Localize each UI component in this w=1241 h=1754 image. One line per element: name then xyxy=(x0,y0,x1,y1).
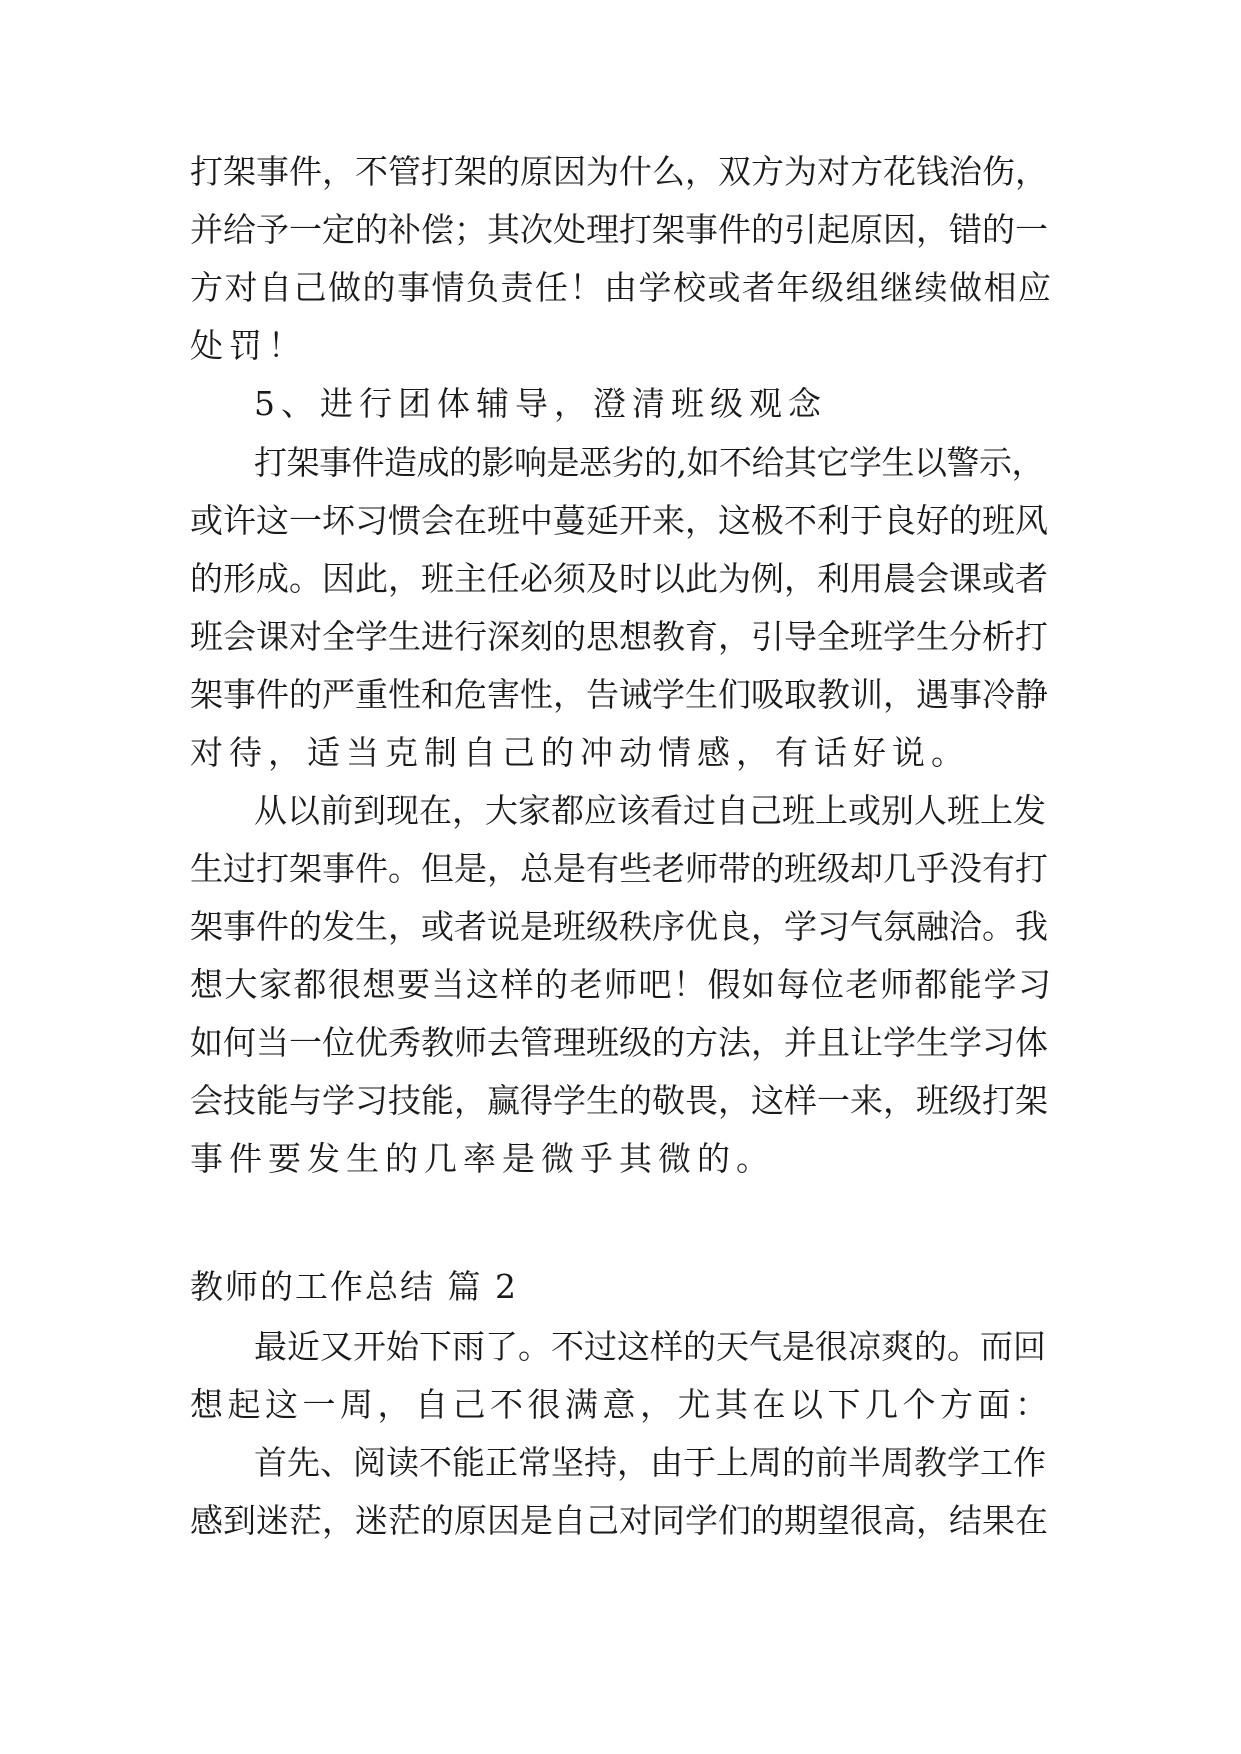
paragraph-line: 如何当一位优秀教师去管理班级的方法，并且让学生学习体 xyxy=(190,1023,1048,1062)
paragraph-line: 事件要发生的几率是微乎其微的。 xyxy=(190,1139,775,1178)
paragraph-line: 的形成。因此，班主任必须及时以此为例，利用晨会课或者 xyxy=(190,559,1048,598)
paragraph-line: 班会课对全学生进行深刻的思想教育，引导全班学生分析打 xyxy=(190,617,1048,656)
paragraph-line: 从以前到现在，大家都应该看过自己班上或别人班上发 xyxy=(254,791,1046,830)
paragraph-line: 想起这一周，自己不很满意，尤其在以下几个方面： xyxy=(190,1385,1053,1424)
paragraph-line: 对待，适当克制自己的冲动情感，有话好说。 xyxy=(190,733,970,772)
paragraph-line: 会技能与学习技能，赢得学生的敬畏，这样一来，班级打架 xyxy=(190,1081,1048,1120)
paragraph-line: 方对自己做的事情负责任！由学校或者年级组继续做相应 xyxy=(190,268,1053,307)
paragraph-line: 打架事件造成的影响是恶劣的,如不给其它学生以警示， xyxy=(254,443,1044,482)
paragraph-line: 或许这一坏习惯会在班中蔓延开来，这极不利于良好的班风 xyxy=(190,501,1048,540)
paragraph-line: 架事件的严重性和危害性，告诫学生们吸取教训，遇事冷静 xyxy=(190,675,1048,714)
paragraph-line: 处罚！ xyxy=(190,326,307,365)
paragraph-line: 架事件的发生，或者说是班级秩序优良，学习气氛融洽。我 xyxy=(190,907,1048,946)
list-item-title: 5、进行团体辅导，澄清班级观念 xyxy=(254,384,827,423)
paragraph-line: 最近又开始下雨了。不过这样的天气是很凉爽的。而回 xyxy=(254,1327,1046,1366)
section-heading: 教师的工作总结 篇 2 xyxy=(190,1267,518,1306)
paragraph-line: 感到迷茫，迷茫的原因是自己对同学们的期望很高，结果在 xyxy=(190,1501,1048,1540)
paragraph-line: 打架事件，不管打架的原因为什么，双方为对方花钱治伤， xyxy=(190,152,1048,191)
paragraph-line: 想大家都很想要当这样的老师吧！假如每位老师都能学习 xyxy=(190,965,1053,1004)
paragraph-line: 生过打架事件。但是，总是有些老师带的班级却几乎没有打 xyxy=(190,849,1048,888)
paragraph-line: 首先、阅读不能正常坚持，由于上周的前半周教学工作 xyxy=(254,1443,1046,1482)
paragraph-line: 并给予一定的补偿；其次处理打架事件的引起原因，错的一 xyxy=(190,210,1048,249)
